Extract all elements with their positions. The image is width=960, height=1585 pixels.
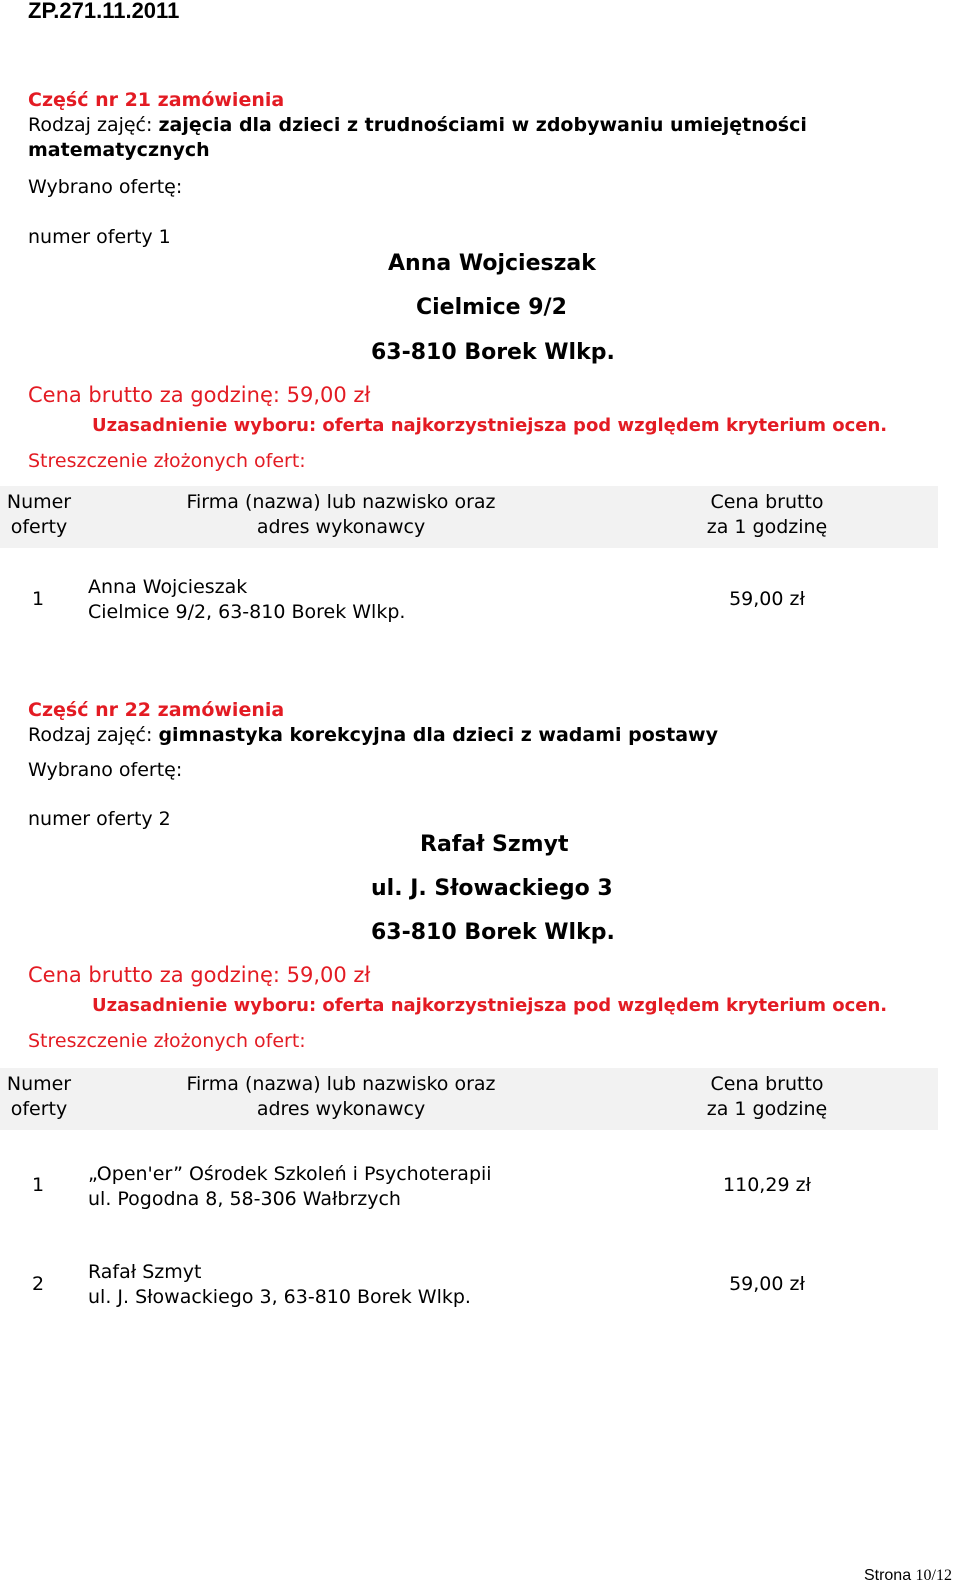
part-21-type-value: zajęcia dla dzieci z trudnościami w zdobywaniu umiejętności bbox=[158, 114, 807, 136]
part-22-justification: Uzasadnienie wyboru: oferta najkorzystniejsza pod względem kryterium ocen. bbox=[92, 995, 888, 1016]
row-number: 1 bbox=[32, 588, 45, 610]
part-22-title: Część nr 22 zamówienia bbox=[28, 699, 285, 721]
row-name: „Open'er” Ośrodek Szkoleń i Psychoterapii bbox=[88, 1163, 492, 1185]
part-21-type-value-cont: matematycznych bbox=[28, 139, 210, 161]
part-21-type-label: Rodzaj zajęć: bbox=[28, 114, 153, 136]
row-number: 2 bbox=[32, 1273, 45, 1295]
part-21-offer-city: 63-810 Borek Wlkp. bbox=[371, 340, 615, 365]
header-price: Cena brutto za 1 godzinę bbox=[706, 1073, 828, 1120]
page-footer bbox=[864, 1567, 952, 1585]
row-address: ul. Pogodna 8, 58-306 Wałbrzych bbox=[88, 1188, 401, 1210]
part-21-table-header bbox=[0, 486, 938, 548]
part-21-title: Część nr 21 zamówienia bbox=[28, 89, 285, 111]
part-22-offer-name: Rafał Szmyt bbox=[420, 832, 569, 857]
part-22-selected-label: Wybrano ofertę: bbox=[28, 759, 183, 781]
part-22-price: Cena brutto za godzinę: 59,00 zł bbox=[28, 963, 371, 987]
part-22-summary-label: Streszczenie złożonych ofert: bbox=[28, 1030, 306, 1052]
header-firm: Firma (nazwa) lub nazwisko oraz adres wykonawcy bbox=[186, 491, 496, 538]
part-22-offer-street: ul. J. Słowackiego 3 bbox=[371, 876, 613, 901]
part-21-price: Cena brutto za godzinę: 59,00 zł bbox=[28, 383, 371, 407]
part-22-type-label: Rodzaj zajęć: bbox=[28, 724, 153, 746]
row-price: 59,00 zł bbox=[729, 588, 805, 610]
header-firm: Firma (nazwa) lub nazwisko oraz adres wykonawcy bbox=[186, 1073, 496, 1120]
header-number: Numer oferty bbox=[6, 491, 72, 538]
header-number: Numer oferty bbox=[6, 1073, 72, 1120]
part-21-offer-name: Anna Wojcieszak bbox=[388, 251, 596, 276]
part-22-type-value: gimnastyka korekcyjna dla dzieci z wadami postawy bbox=[158, 724, 718, 746]
row-address: Cielmice 9/2, 63-810 Borek Wlkp. bbox=[88, 601, 406, 623]
part-21-justification: Uzasadnienie wyboru: oferta najkorzystniejsza pod względem kryterium ocen. bbox=[92, 415, 888, 436]
part-22-offer-number: numer oferty 2 bbox=[28, 808, 171, 830]
row-number: 1 bbox=[32, 1174, 45, 1196]
page-label: Strona bbox=[863, 1567, 912, 1584]
part-21-summary-label: Streszczenie złożonych ofert: bbox=[28, 450, 306, 472]
header-price: Cena brutto za 1 godzinę bbox=[706, 491, 828, 538]
part-22-type bbox=[28, 724, 718, 746]
row-price: 59,00 zł bbox=[729, 1273, 805, 1295]
document-reference: ZP.271.11.2011 bbox=[28, 0, 180, 23]
row-name: Anna Wojcieszak bbox=[88, 576, 248, 598]
page-number: 10/12 bbox=[915, 1567, 952, 1584]
part-21-offer-street: Cielmice 9/2 bbox=[416, 295, 567, 320]
part-21-offer-number: numer oferty 1 bbox=[28, 226, 171, 248]
part-21-selected-label: Wybrano ofertę: bbox=[28, 176, 183, 198]
row-price: 110,29 zł bbox=[723, 1174, 811, 1196]
row-address: ul. J. Słowackiego 3, 63-810 Borek Wlkp. bbox=[88, 1286, 471, 1308]
row-name: Rafał Szmyt bbox=[88, 1261, 202, 1283]
part-22-table-header bbox=[0, 1068, 938, 1130]
part-22-offer-city: 63-810 Borek Wlkp. bbox=[371, 920, 615, 945]
part-21-type bbox=[28, 114, 807, 136]
